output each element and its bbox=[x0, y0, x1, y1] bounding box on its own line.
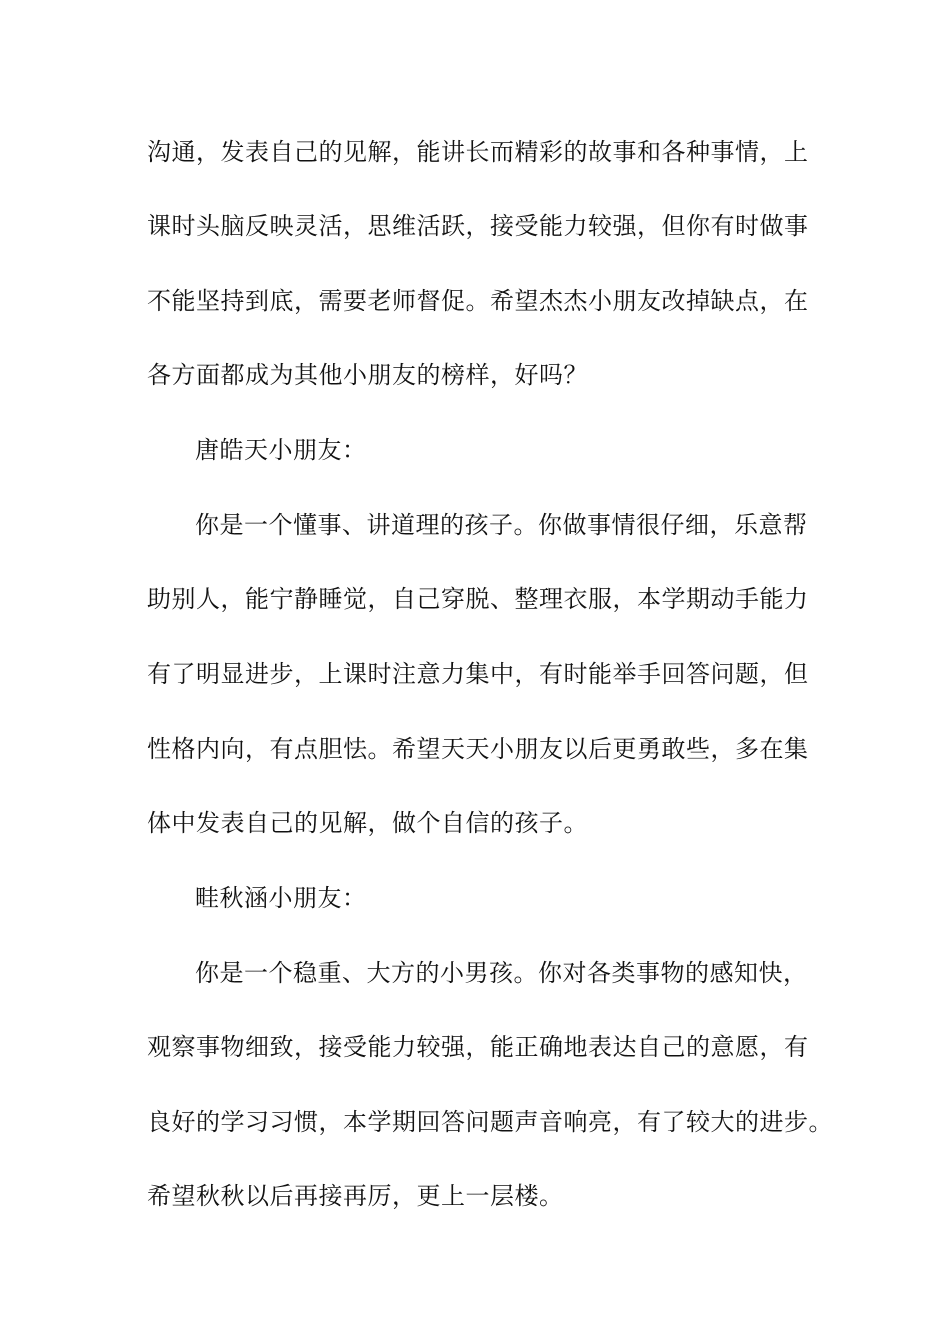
paragraph-line: 性格内向，有点胆怯。希望天天小朋友以后更勇敢些，多在集 bbox=[147, 735, 809, 763]
paragraph-line: 你是一个懂事、讲道理的孩子。你做事情很仔细，乐意帮 bbox=[195, 511, 808, 539]
paragraph-line: 希望秋秋以后再接再厉，更上一层楼。 bbox=[147, 1182, 564, 1210]
paragraph-line: 沟通，发表自己的见解，能讲长而精彩的故事和各种事情，上 bbox=[147, 138, 809, 166]
paragraph-line: 有了明显进步，上课时注意力集中，有时能举手回答问题，但 bbox=[147, 660, 809, 688]
paragraph-line: 助别人，能宁静睡觉，自己穿脱、整理衣服，本学期动手能力 bbox=[147, 585, 809, 613]
addressee-heading: 唐皓天小朋友： bbox=[195, 436, 367, 464]
paragraph-line: 不能坚持到底，需要老师督促。希望杰杰小朋友改掉缺点，在 bbox=[147, 287, 809, 315]
paragraph-line: 观察事物细致，接受能力较强，能正确地表达自己的意愿，有 bbox=[147, 1033, 809, 1061]
addressee-heading: 畦秋涵小朋友： bbox=[195, 884, 367, 912]
paragraph-line: 你是一个稳重、大方的小男孩。你对各类事物的感知快， bbox=[195, 959, 808, 987]
paragraph-line: 体中发表自己的见解，做个自信的孩子。 bbox=[147, 809, 588, 837]
paragraph-line: 良好的学习习惯，本学期回答问题声音响亮，有了较大的进步。 bbox=[147, 1108, 833, 1136]
paragraph-line: 课时头脑反映灵活，思维活跃，接受能力较强，但你有时做事 bbox=[147, 212, 809, 240]
paragraph-line: 各方面都成为其他小朋友的榜样，好吗？ bbox=[147, 361, 588, 389]
